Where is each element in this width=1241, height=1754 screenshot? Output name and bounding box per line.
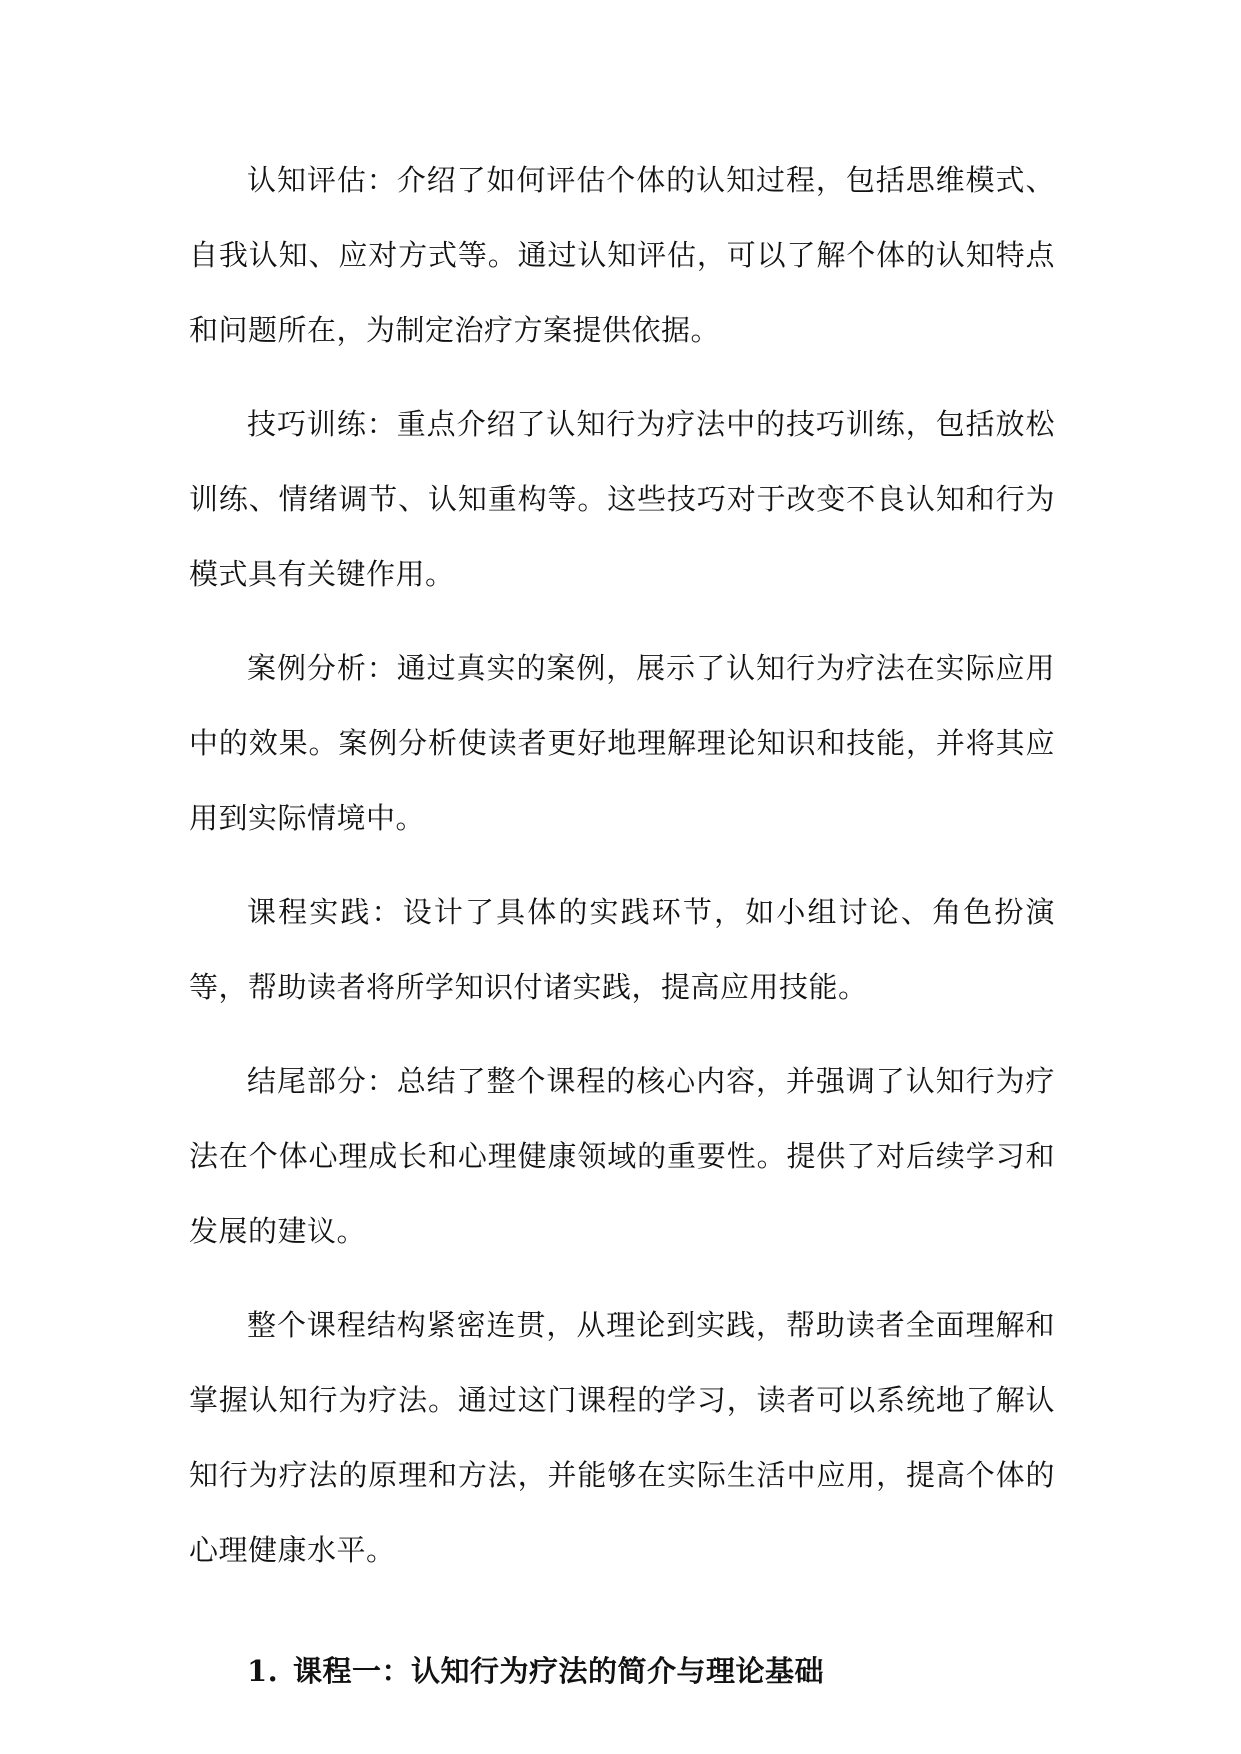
section-heading-text: 课程一：认知行为疗法的简介与理论基础 [293,1654,825,1688]
paragraph-summary: 整个课程结构紧密连贯，从理论到实践，帮助读者全面理解和掌握认知行为疗法。通过这门课程的学习，读者可以系统地了解认知行为疗法的原理和方法，并能够在实际生活中应用，提高个体的心理健康水平。 [189,1308,1055,1567]
paragraph-case-analysis: 案例分析：通过真实的案例，展示了认知行为疗法在实际应用中的效果。案例分析使读者更好地理解理论知识和技能，并将其应用到实际情境中。 [189,651,1055,835]
section-heading [189,1634,1055,1709]
paragraph-conclusion: 结尾部分：总结了整个课程的核心内容，并强调了认知行为疗法在个体心理成长和心理健康领域的重要性。提供了对后续学习和发展的建议。 [189,1064,1055,1248]
paragraph-course-practice: 课程实践：设计了具体的实践环节，如小组讨论、角色扮演等，帮助读者将所学知识付诸实践，提高应用技能。 [189,895,1055,1004]
paragraph-cognitive-assessment: 认知评估：介绍了如何评估个体的认知过程，包括思维模式、自我认知、应对方式等。通过认知评估，可以了解个体的认知特点和问题所在，为制定治疗方案提供依据。 [189,163,1055,347]
document-page [189,143,1055,1709]
section-heading-number: 1. [247,1654,279,1688]
paragraph-skill-training: 技巧训练：重点介绍了认知行为疗法中的技巧训练，包括放松训练、情绪调节、认知重构等。这些技巧对于改变不良认知和行为模式具有关键作用。 [189,407,1055,591]
